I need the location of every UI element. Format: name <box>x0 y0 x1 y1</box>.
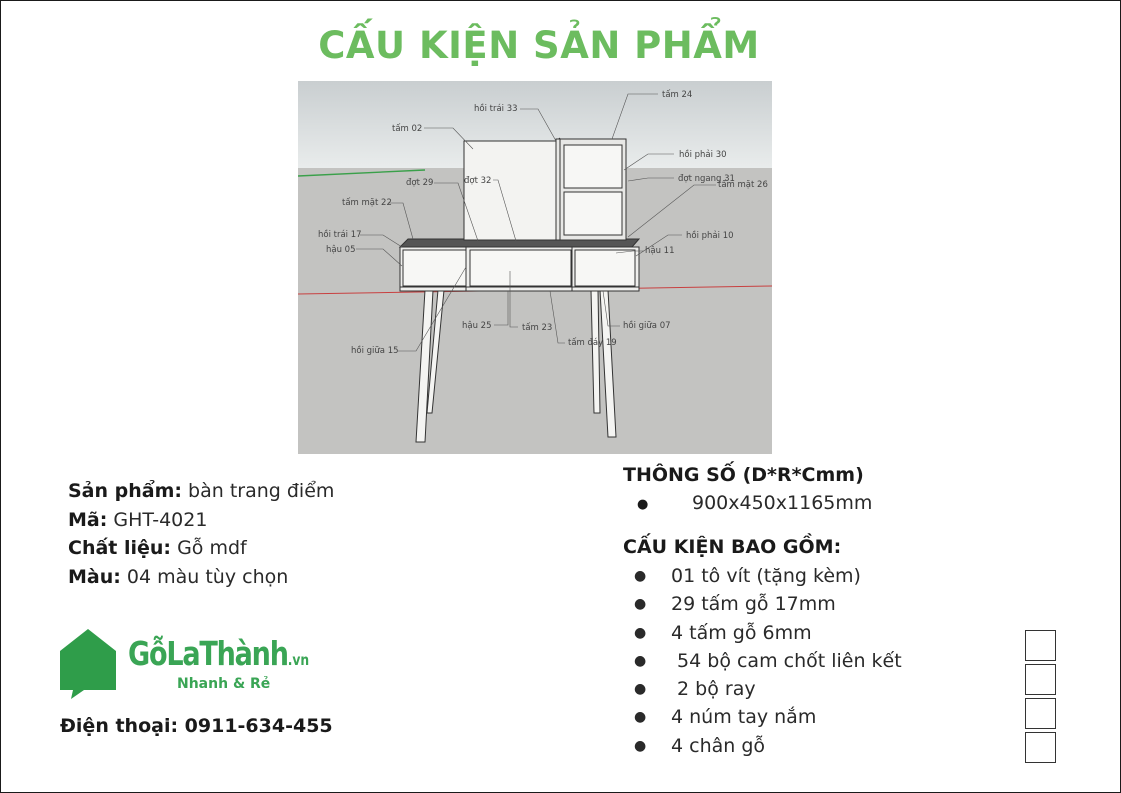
brand-tagline: Nhanh & Rẻ <box>177 676 271 692</box>
drawer-cabinet <box>556 139 626 240</box>
bullet-icon: ● <box>634 596 647 613</box>
product-name-row: Sản phẩm: bàn trang điểm <box>68 480 335 502</box>
list-item: ● 01 tô vít (tặng kèm) <box>634 562 902 590</box>
label-tam-24: tấm 24 <box>662 90 693 100</box>
list-item: ● 54 bộ cam chốt liên kết <box>634 647 902 675</box>
list-item: ● 4 núm tay nắm <box>634 703 902 731</box>
bullet-icon: ● <box>634 709 647 726</box>
label-hoi-phai-10: hồi phải 10 <box>686 231 734 241</box>
checkbox-1[interactable] <box>1025 630 1056 661</box>
list-item: ● 4 tấm gỗ 6mm <box>634 619 902 647</box>
label-hau-25: hậu 25 <box>462 321 492 331</box>
list-item: ● 29 tấm gỗ 17mm <box>634 590 902 618</box>
product-material-row: Chất liệu: Gỗ mdf <box>68 537 247 559</box>
label-hau-05: hậu 05 <box>326 245 356 255</box>
product-code-row: Mã: GHT-4021 <box>68 508 208 531</box>
list-item: ● 2 bộ ray <box>634 675 902 703</box>
assembly-drawing <box>298 81 772 454</box>
product-color-row: Màu: 04 màu tùy chọn <box>68 565 289 588</box>
bullet-icon: ● <box>634 624 647 641</box>
product-info <box>68 477 334 591</box>
table-body <box>400 239 639 291</box>
label-dot-29: đợt 29 <box>406 178 434 188</box>
bullet-icon: ● <box>637 497 649 512</box>
checkbox-4[interactable] <box>1025 732 1056 763</box>
label-tam-02: tấm 02 <box>392 124 423 134</box>
bullet-icon: ● <box>634 568 647 584</box>
specs-dimensions: 900x450x1165mm <box>692 492 873 514</box>
brand-name: GỗLaThành.vn <box>128 634 310 673</box>
bullet-icon: ● <box>634 737 647 754</box>
phone-number: Điện thoại: 0911-634-455 <box>60 715 333 737</box>
bullet-icon: ● <box>634 681 647 698</box>
label-tam-23: tấm 23 <box>522 323 553 333</box>
label-hoi-trai-17: hồi trái 17 <box>318 230 362 240</box>
page-title: CẤU KIỆN SẢN PHẨM <box>318 24 760 67</box>
label-hoi-giua-07: hồi giữa 07 <box>623 321 671 331</box>
label-dot-32: đợt 32 <box>464 176 492 186</box>
label-tam-mat-22: tấm mặt 22 <box>342 198 392 208</box>
bullet-icon: ● <box>634 652 647 669</box>
label-tam-day-19: tấm đáy 19 <box>568 338 617 348</box>
label-hoi-giua-15: hồi giữa 15 <box>351 346 399 356</box>
label-tam-mat-26: tấm mặt 26 <box>718 180 768 190</box>
mirror-panel <box>464 138 560 240</box>
label-dot-ngang-31: đợt ngang 31 <box>678 174 735 184</box>
label-hoi-trai-33: hồi trái 33 <box>474 104 518 114</box>
checkbox-2[interactable] <box>1025 664 1056 695</box>
parts-title: CẤU KIỆN BAO GỒM: <box>623 536 842 558</box>
label-hoi-phai-30: hồi phải 30 <box>679 150 727 160</box>
specs-title: THÔNG SỐ (D*R*Cmm) <box>623 464 864 486</box>
parts-list <box>634 562 902 760</box>
label-hau-11: hậu 11 <box>645 246 675 256</box>
list-item: ● 4 chân gỗ <box>634 732 902 760</box>
checkbox-3[interactable] <box>1025 698 1056 729</box>
